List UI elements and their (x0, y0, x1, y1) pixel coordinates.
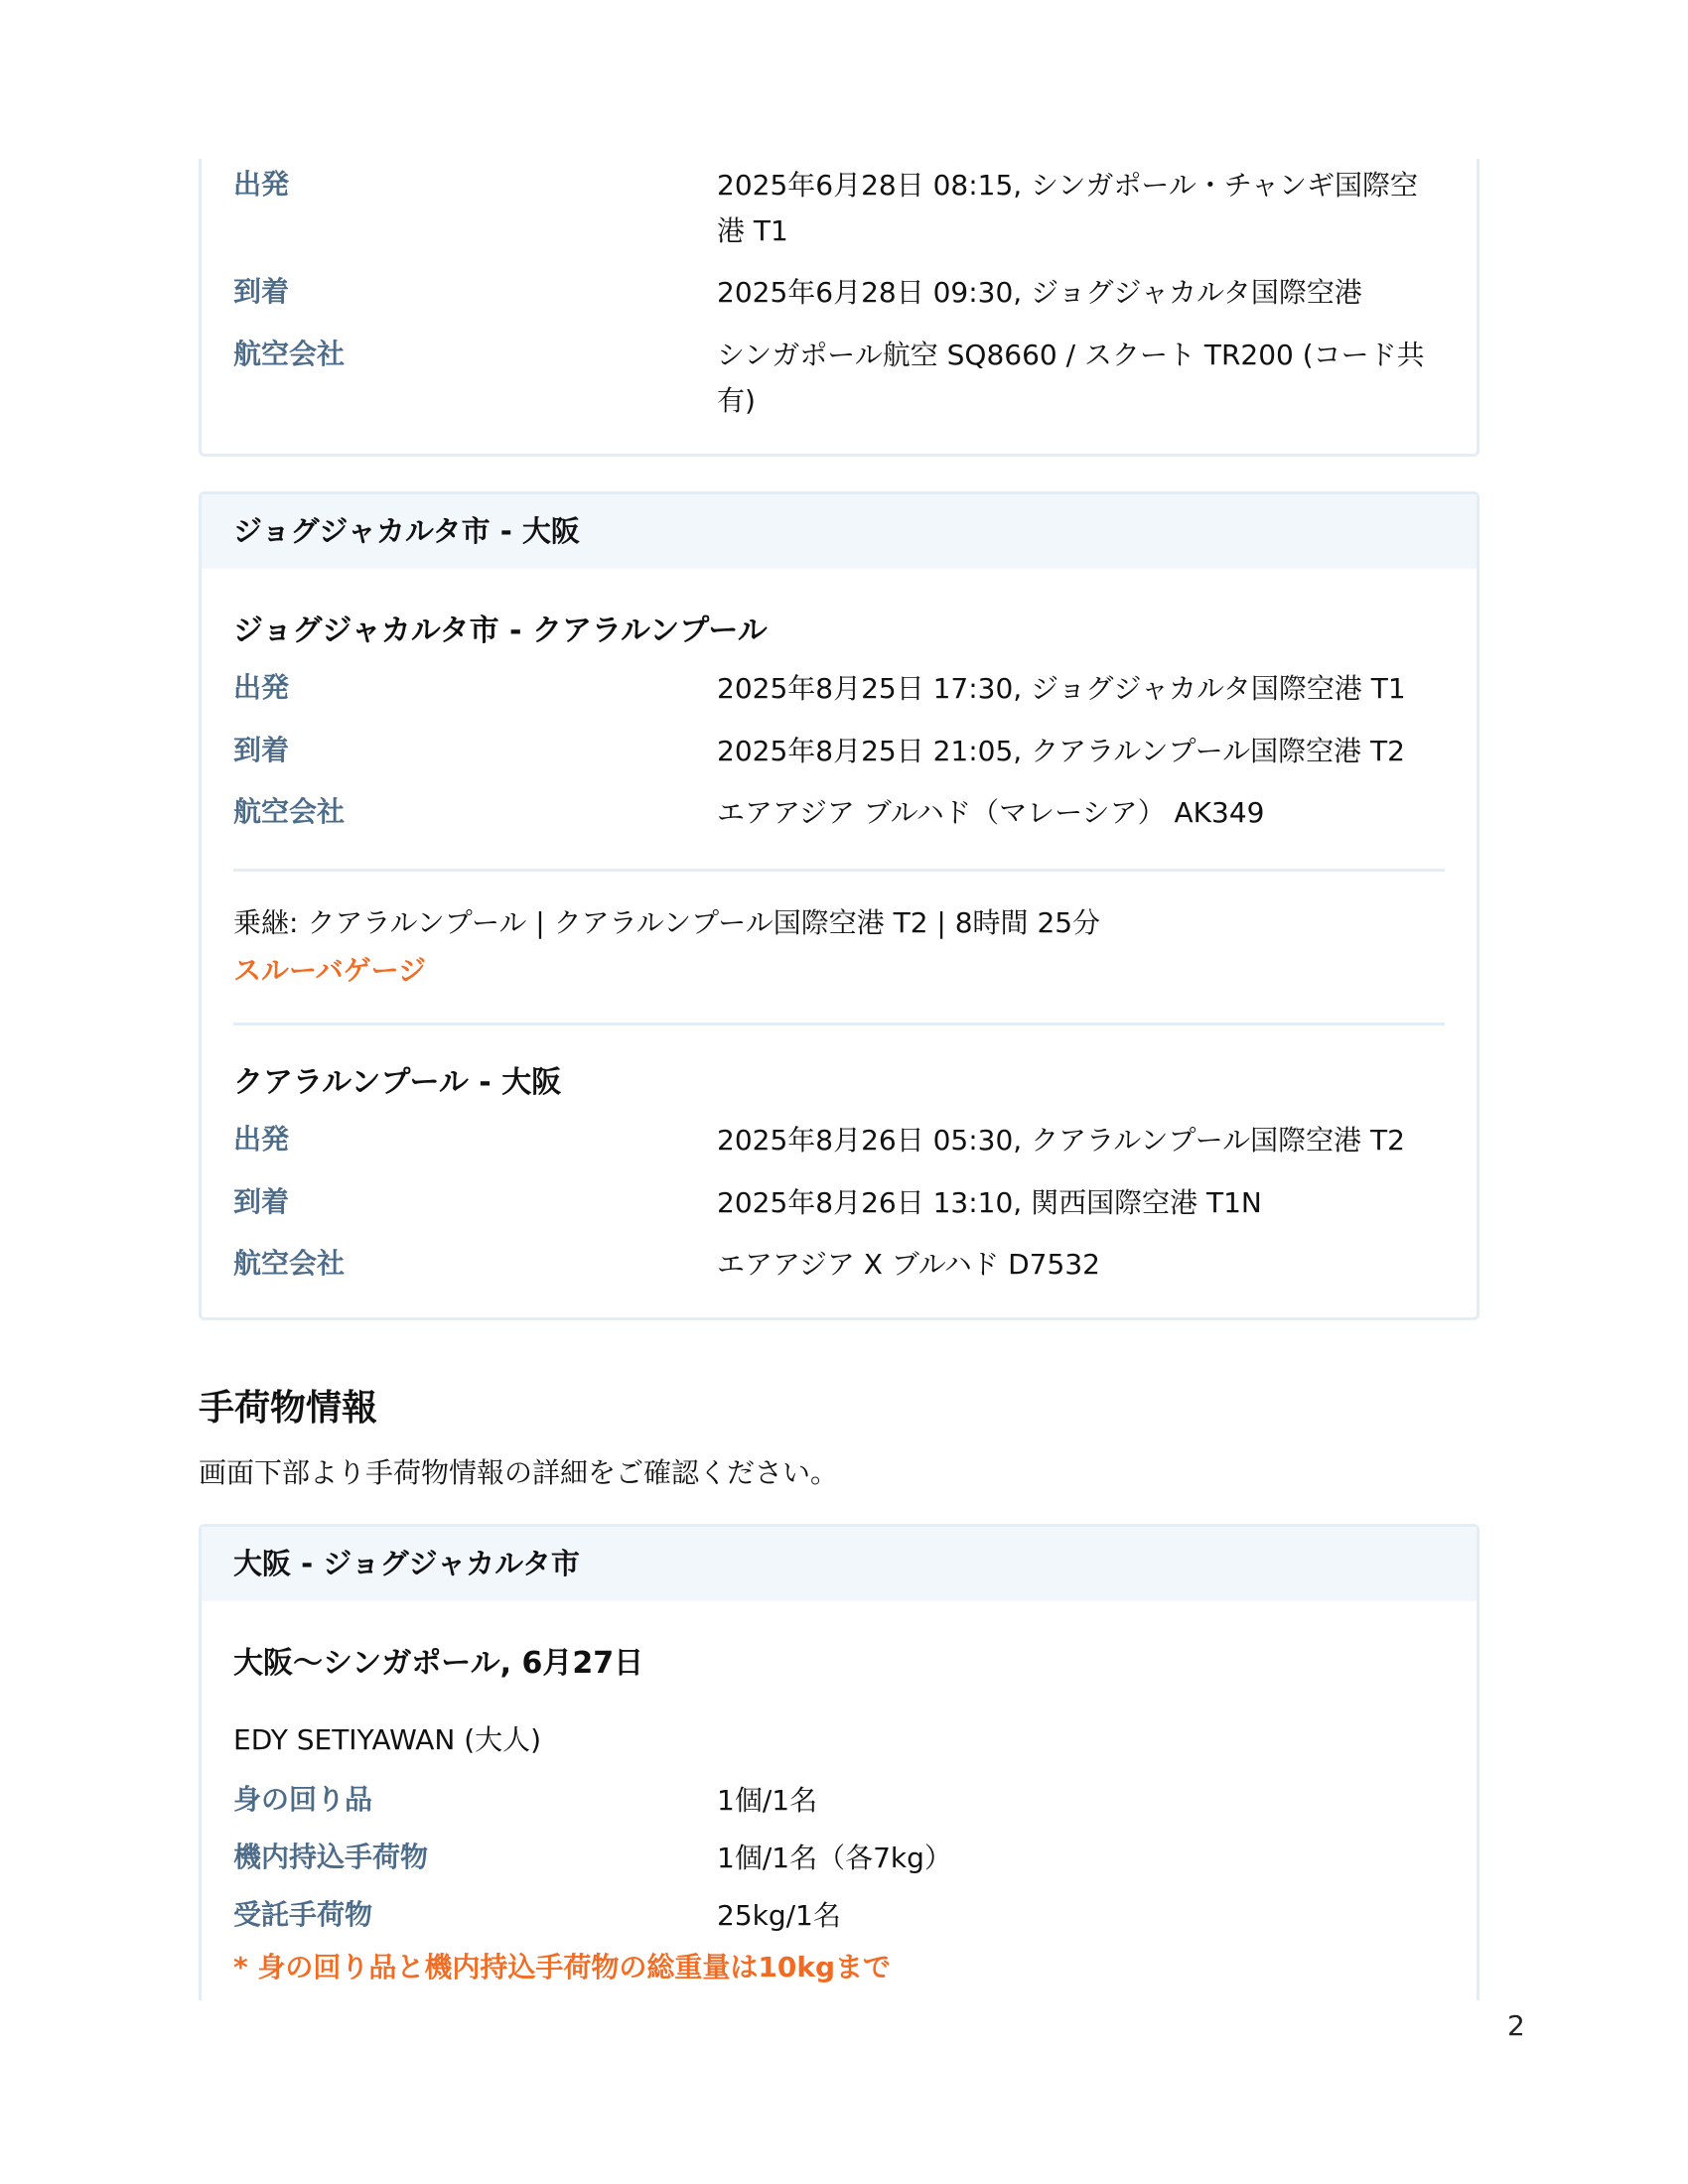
arrival-label: 到着 (233, 1185, 290, 1218)
card-header: 大阪 - ジョグジャカルタ市 (202, 1527, 1477, 1601)
checked-baggage-value: 25kg/1名 (717, 1899, 841, 1932)
airline-value: エアアジア ブルハド（マレーシア） AK349 (717, 796, 1265, 829)
segment-title: ジョグジャカルタ市 - クアラルンプール (233, 614, 768, 648)
card-header: ジョグジャカルタ市 - 大阪 (202, 494, 1477, 569)
divider (233, 1023, 1445, 1025)
airline-label: 航空会社 (233, 338, 346, 370)
airline-value: シンガポール航空 SQ8660 / スクート TR200 (コード共有) (717, 339, 1425, 417)
airline-label: 航空会社 (233, 1247, 346, 1280)
airline-label: 航空会社 (233, 795, 346, 828)
departure-label: 出発 (233, 168, 290, 201)
transfer-info: 乗継: クアラルンプール | クアラルンプール国際空港 T2 | 8時間 25分 (233, 906, 1101, 939)
arrival-label: 到着 (233, 734, 290, 766)
personal-item-label: 身の回り品 (233, 1783, 373, 1816)
departure-value: 2025年6月28日 08:15, シンガポール・チャンギ国際空港 T1 (717, 169, 1418, 247)
departure-label: 出発 (233, 1123, 290, 1156)
baggage-section-note: 画面下部より手荷物情報の詳細をご確認ください。 (199, 1456, 839, 1489)
page-number: 2 (1507, 2009, 1525, 2042)
carry-on-value: 1個/1名（各7kg） (717, 1842, 952, 1874)
arrival-label: 到着 (233, 275, 290, 308)
baggage-section-title: 手荷物情報 (199, 1388, 378, 1429)
departure-label: 出発 (233, 671, 290, 704)
departure-value: 2025年8月25日 17:30, ジョグジャカルタ国際空港 T1 (717, 672, 1406, 705)
weight-limit-warning: * 身の回り品と機内持込手荷物の総重量は10kgまで (233, 1951, 892, 1983)
segment-title: クアラルンプール - 大阪 (233, 1065, 562, 1100)
return-flight-card (199, 491, 1479, 1320)
divider (233, 869, 1445, 872)
carry-on-label: 機内持込手荷物 (233, 1841, 429, 1873)
departure-value: 2025年8月26日 05:30, クアラルンプール国際空港 T2 (717, 1124, 1405, 1157)
airline-value: エアアジア X ブルハド D7532 (717, 1248, 1100, 1281)
arrival-value: 2025年8月25日 21:05, クアラルンプール国際空港 T2 (717, 735, 1405, 767)
flight-card-continued (199, 159, 1479, 457)
passenger-name: EDY SETIYAWAN (大人) (233, 1723, 542, 1756)
baggage-card (199, 1524, 1479, 2000)
checked-baggage-label: 受託手荷物 (233, 1898, 373, 1931)
personal-item-value: 1個/1名 (717, 1784, 818, 1817)
arrival-value: 2025年6月28日 09:30, ジョグジャカルタ国際空港 (717, 276, 1362, 309)
through-baggage-note: スルーバゲージ (233, 954, 427, 987)
baggage-segment-title: 大阪〜シンガポール, 6月27日 (233, 1646, 644, 1681)
arrival-value: 2025年8月26日 13:10, 関西国際空港 T1N (717, 1186, 1262, 1219)
